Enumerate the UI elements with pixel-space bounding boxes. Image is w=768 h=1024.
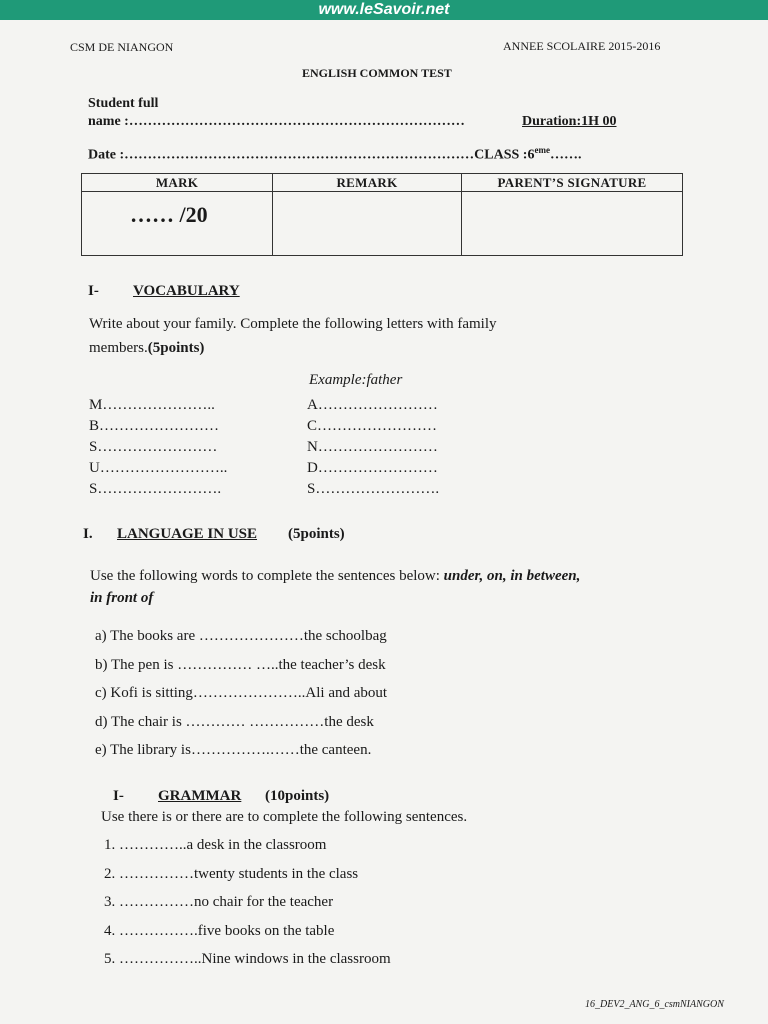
parent-signature-header: PARENT’S SIGNATURE (462, 174, 683, 192)
language-item-c[interactable]: c) Kofi is sitting…………………..Ali and about (95, 685, 388, 701)
language-words-2: in front of (90, 590, 154, 606)
site-banner[interactable]: www.leSavoir.net (0, 0, 768, 20)
date-class-line (88, 145, 581, 164)
grammar-instruction: Use there is or there are to complete the following sentences. (101, 809, 468, 825)
marks-table (81, 173, 683, 256)
vocab-blank-c[interactable]: C…………………… (307, 418, 438, 434)
class-suffix: eme (534, 145, 550, 155)
footer-reference: 16_DEV2_ANG_6_csmNIANGON (585, 999, 724, 1010)
vocabulary-right-column (307, 395, 439, 500)
grammar-item-1[interactable]: 1. …………..a desk in the classroom (104, 837, 327, 853)
remark-header: REMARK (273, 174, 462, 192)
class-tail: ……. (549, 147, 582, 163)
vocabulary-instruction-1: Write about your family. Complete the following letters with family (89, 316, 497, 332)
vocabulary-left-column (89, 395, 227, 500)
grammar-item-3[interactable]: 3. ……………no chair for the teacher (104, 894, 334, 910)
grammar-item-2[interactable]: 2. ……………twenty students in the class (104, 865, 359, 882)
vocab-blank-b[interactable]: B…………………… (89, 418, 220, 434)
grammar-item-4[interactable]: 4. …………….five books on the table (104, 922, 335, 939)
vocabulary-example: Example:father (309, 372, 403, 388)
grammar-number: I- (113, 788, 124, 804)
vocab-blank-u[interactable]: U…………………….. (89, 460, 228, 476)
school-name: CSM DE NIANGON (70, 40, 174, 54)
student-name-line: name :……………………………………………………………… (88, 114, 465, 129)
grammar-points: (10points) (265, 788, 330, 804)
vocab-blank-s1[interactable]: S…………………… (89, 439, 218, 455)
language-points: (5points) (288, 526, 345, 542)
signature-cell[interactable] (462, 192, 683, 256)
duration: Duration:1H 00 (522, 114, 617, 129)
test-title: ENGLISH COMMON TEST (302, 66, 452, 80)
vocab-blank-n[interactable]: N…………………… (307, 439, 438, 455)
vocabulary-title: VOCABULARY (133, 283, 240, 299)
language-instruction-text: Use the following words to complete the sentences below: (90, 568, 444, 584)
language-words-1: under, on, in between, (443, 568, 581, 584)
language-title: LANGUAGE IN USE (117, 526, 258, 542)
vocabulary-instruction-2-text: members. (89, 340, 148, 356)
vocabulary-instruction-2 (89, 340, 204, 357)
student-name-label: Student full (88, 96, 159, 111)
mark-header: MARK (82, 174, 273, 192)
vocabulary-number: I- (88, 283, 99, 299)
remark-cell[interactable] (273, 192, 462, 256)
language-items (95, 622, 387, 765)
language-item-a[interactable]: a) The books are …………………the schoolbag (95, 628, 387, 644)
vocabulary-points: (5points) (147, 340, 205, 356)
language-item-d[interactable]: d) The chair is ………… ……………the desk (95, 713, 374, 730)
language-item-e[interactable]: e) The library is…………….……the canteen. (95, 742, 372, 758)
grammar-item-5[interactable]: 5. ……………..Nine windows in the classroom (104, 951, 391, 967)
language-instruction (90, 568, 580, 585)
language-item-b[interactable]: b) The pen is …………… …..the teacher’s desk (95, 656, 386, 673)
grammar-items (104, 831, 391, 974)
date-label: Date :…………………………………………………………………CLASS :6 (88, 147, 535, 163)
vocab-blank-s3[interactable]: S……………………. (307, 481, 440, 497)
vocab-blank-s2[interactable]: S……………………. (89, 481, 222, 497)
vocab-blank-a[interactable]: A…………………… (307, 397, 438, 413)
grammar-title: GRAMMAR (158, 788, 242, 804)
vocab-blank-m[interactable]: M………………….. (89, 397, 215, 413)
vocab-blank-d[interactable]: D…………………… (307, 460, 438, 476)
score-cell: …… /20 (82, 192, 273, 256)
language-number: I. (83, 526, 93, 542)
school-year: ANNEE SCOLAIRE 2015-2016 (503, 39, 661, 53)
